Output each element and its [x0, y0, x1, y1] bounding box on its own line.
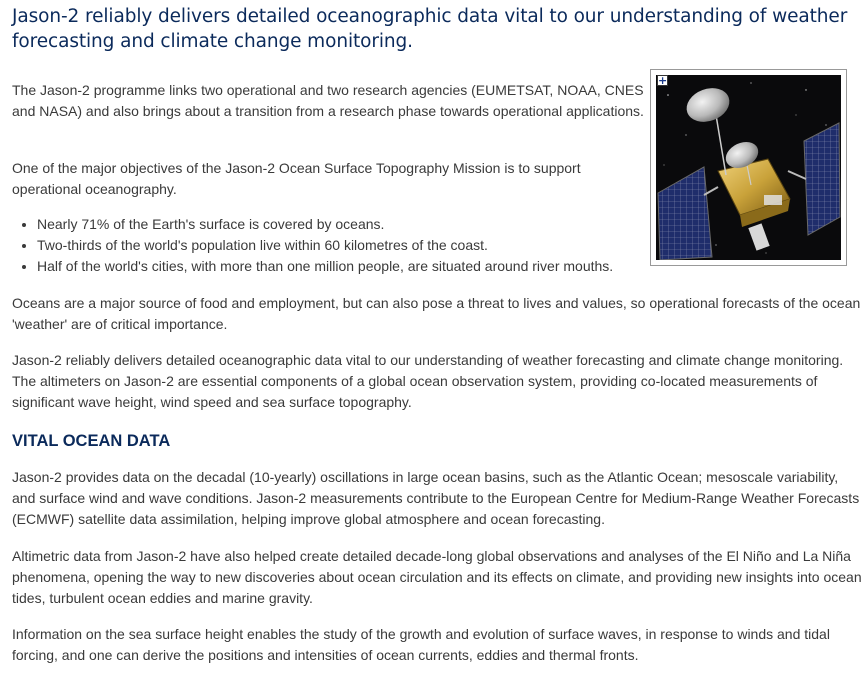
facts-list	[12, 214, 677, 277]
section-paragraph-1: Jason-2 provides data on the decadal (10-yearly) oscillations in large ocean basins, such as the Atlantic Ocean; mesoscale variability, and surface wind and wave conditions. Jason-2 measurements contribute to the European Centre for Medium-Range Weather Forecasts (ECMWF) satellite data assimilation, helping improve global atmosphere and ocean forecasting.	[12, 469, 860, 527]
body-paragraph-oceans: Oceans are a major source of food and employment, but can also pose a threat to lives and values, so operational forecasts of the ocean 'weather' are of critical importance.	[12, 295, 861, 332]
section-paragraph-2: Altimetric data from Jason-2 have also helped create detailed decade-long global observations and analyses of the El Niño and La Niña phenomena, opening the way to new discoveries about ocean circulation and its effects on climate, and providing new insights into ocean tides, turbulent ocean eddies and marine gravity.	[12, 548, 862, 606]
page-headline: Jason-2 reliably delivers detailed oceanographic data vital to our understanding of weather forecasting and climate change monitoring.	[12, 6, 848, 52]
satellite-illustration	[656, 75, 841, 260]
list-item: • Half of the world's cities, with more than one million people, are situated around river mouths.	[37, 256, 677, 277]
section-paragraph-3: Information on the sea surface height enables the study of the growth and evolution of surface waves, in response to winds and tidal forcing, and one can derive the positions and intensities of ocean currents, eddies and thermal fronts.	[12, 626, 830, 663]
intro-paragraph-1: The Jason-2 programme links two operational and two research agencies (EUMETSAT, NOAA, CNES and NASA) and also brings about a transition from a research phase towards operational applications.	[12, 82, 644, 119]
satellite-image-frame[interactable]	[650, 69, 847, 266]
list-item: • Two-thirds of the world's population live within 60 kilometres of the coast.	[37, 235, 677, 256]
section-heading: VITAL OCEAN DATA	[12, 432, 171, 450]
plus-icon[interactable]: +	[658, 74, 668, 87]
list-item: • Nearly 71% of the Earth's surface is covered by oceans.	[37, 214, 677, 235]
body-paragraph-jason2: Jason-2 reliably delivers detailed oceanographic data vital to our understanding of weather forecasting and climate change monitoring. The altimeters on Jason-2 are essential components of a global ocean observation system, providing co-located measurements of significant wave height, wind speed and sea surface topography.	[12, 352, 844, 410]
intro-paragraph-2: One of the major objectives of the Jason-2 Ocean Surface Topography Mission is to support operational oceanography.	[12, 160, 581, 197]
